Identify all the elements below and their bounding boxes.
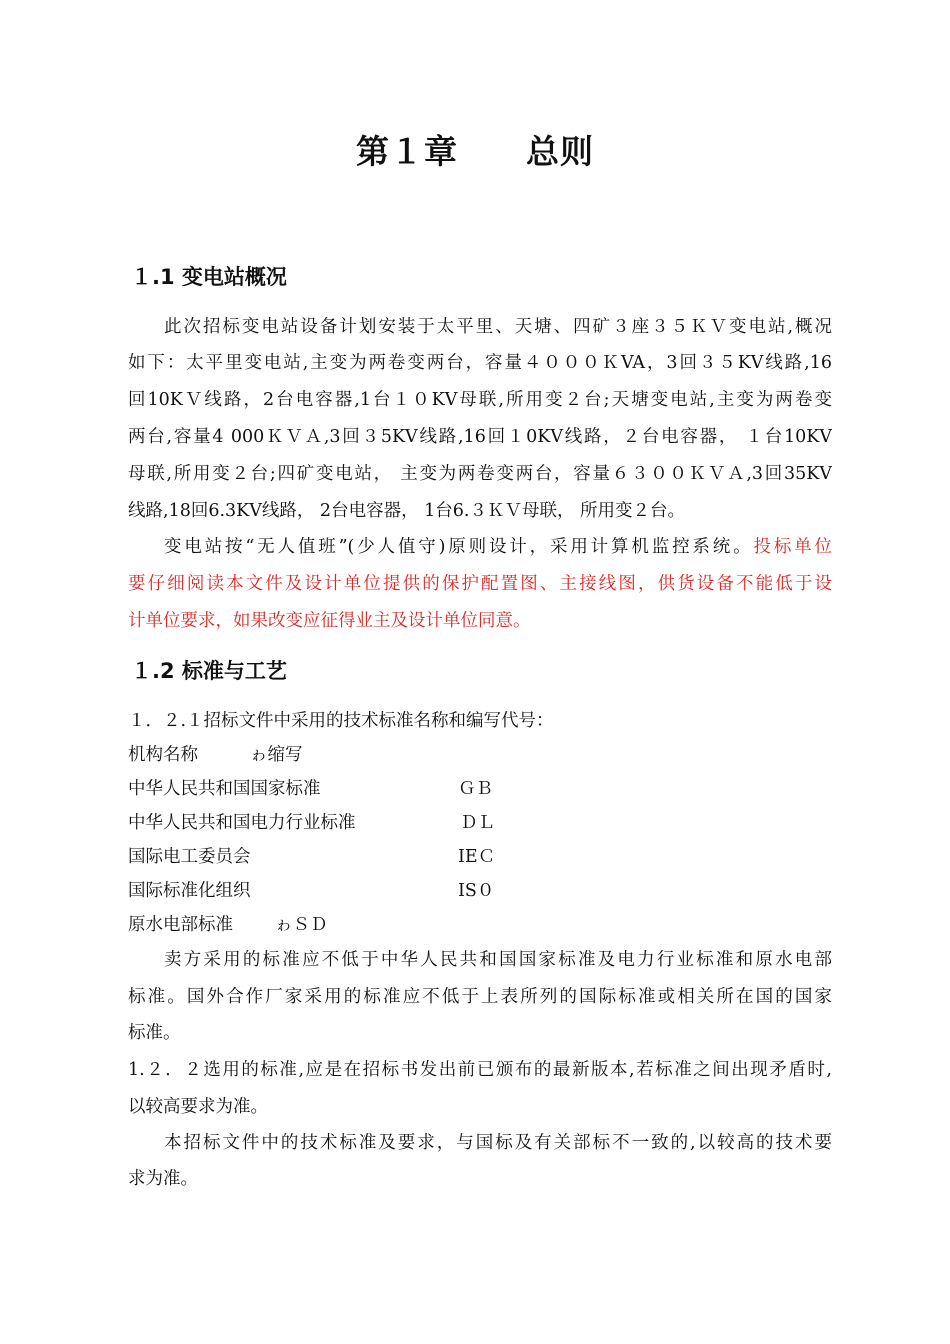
standards-table-header bbox=[128, 743, 832, 767]
paragraph-line: 标准。 bbox=[128, 1023, 181, 1043]
standard-abbr: ＧＢ bbox=[458, 779, 493, 799]
paragraph-line: 此次招标变电站设备计划安装于太平里、天塘、四矿３座３５ＫＶ变电站,概况 bbox=[164, 317, 832, 337]
standard-abbr: ゎＳＤ bbox=[275, 915, 328, 935]
standard-name: 中华人民共和国国家标准 bbox=[128, 779, 321, 799]
paragraph-line: 以较高要求为准。 bbox=[128, 1097, 268, 1117]
item-intro: １．２.１招标文件中采用的技术标准名称和编写代号： bbox=[128, 711, 554, 731]
paragraph-line: 1.２．２选用的标准,应是在招标书发出前已颁布的最新版本,若标准之间出现矛盾时, bbox=[128, 1060, 832, 1080]
section-heading-1-1: １.1 变电站概况 bbox=[131, 265, 287, 289]
paragraph-line: 两台,容量4 000ＫＶＡ,3回３5KV线路,16回１0KV线路，２台电容器， １台10KV bbox=[128, 427, 832, 447]
standard-abbr: IS０ bbox=[458, 881, 495, 901]
standard-name: 国际电工委员会 bbox=[128, 847, 251, 867]
paragraph-line: 母联,所用变２台;四矿变电站， 主变为两卷变两台，容量６３００ＫＶＡ,3回35KV bbox=[128, 464, 832, 484]
chapter-label: 第１章 bbox=[356, 132, 458, 171]
standard-name: 中华人民共和国电力行业标准 bbox=[128, 813, 356, 833]
paragraph-line bbox=[164, 535, 832, 559]
highlight-text: 投标单位 bbox=[753, 537, 832, 557]
header-name: 机构名称 bbox=[128, 745, 198, 765]
paragraph-text: 变电站按“无人值班”(少人值守)原则设计，采用计算机监控系统。 bbox=[164, 537, 754, 557]
standard-abbr: IEＣ bbox=[458, 847, 496, 867]
paragraph-line: 回10KＶ线路，2台电容器,1台１０KV母联,所用变２台;天塘变电站,主变为两卷变 bbox=[128, 390, 832, 410]
section-heading-1-2: １.2 标准与工艺 bbox=[131, 659, 287, 683]
standard-abbr: ＤＬ bbox=[460, 813, 495, 833]
standard-name: 国际标准化组织 bbox=[128, 881, 251, 901]
paragraph-line: 卖方采用的标准应不低于中华人民共和国国家标准及电力行业标准和原水电部 bbox=[164, 950, 832, 970]
paragraph-line: 求为准。 bbox=[128, 1169, 198, 1189]
header-abbr: ゎ缩写 bbox=[250, 745, 303, 765]
chapter-name: 总则 bbox=[526, 132, 594, 171]
highlight-line: 计单位要求，如果改变应征得业主及设计单位同意。 bbox=[128, 611, 531, 631]
paragraph-line: 本招标文件中的技术标准及要求，与国标及有关部标不一致的,以较高的技术要 bbox=[164, 1133, 832, 1153]
highlight-line: 要仔细阅读本文件及设计单位提供的保护配置图、主接线图，供货设备不能低于设 bbox=[128, 574, 832, 594]
chapter-title bbox=[0, 126, 950, 173]
paragraph-line: 标准。国外合作厂家采用的标准应不低于上表所列的国际标准或相关所在国的国家 bbox=[128, 987, 832, 1007]
paragraph-line: 线路,18回6.3KV线路， 2台电容器， 1台6.３ＫＶ母联， 所用变２台。 bbox=[128, 501, 686, 521]
standard-name: 原水电部标准 bbox=[128, 915, 233, 935]
standard-row-last bbox=[128, 913, 832, 937]
paragraph-line: 如下：太平里变电站,主变为两卷变两台，容量４０００ＫVA，3回３５KV线路,16 bbox=[128, 353, 832, 373]
